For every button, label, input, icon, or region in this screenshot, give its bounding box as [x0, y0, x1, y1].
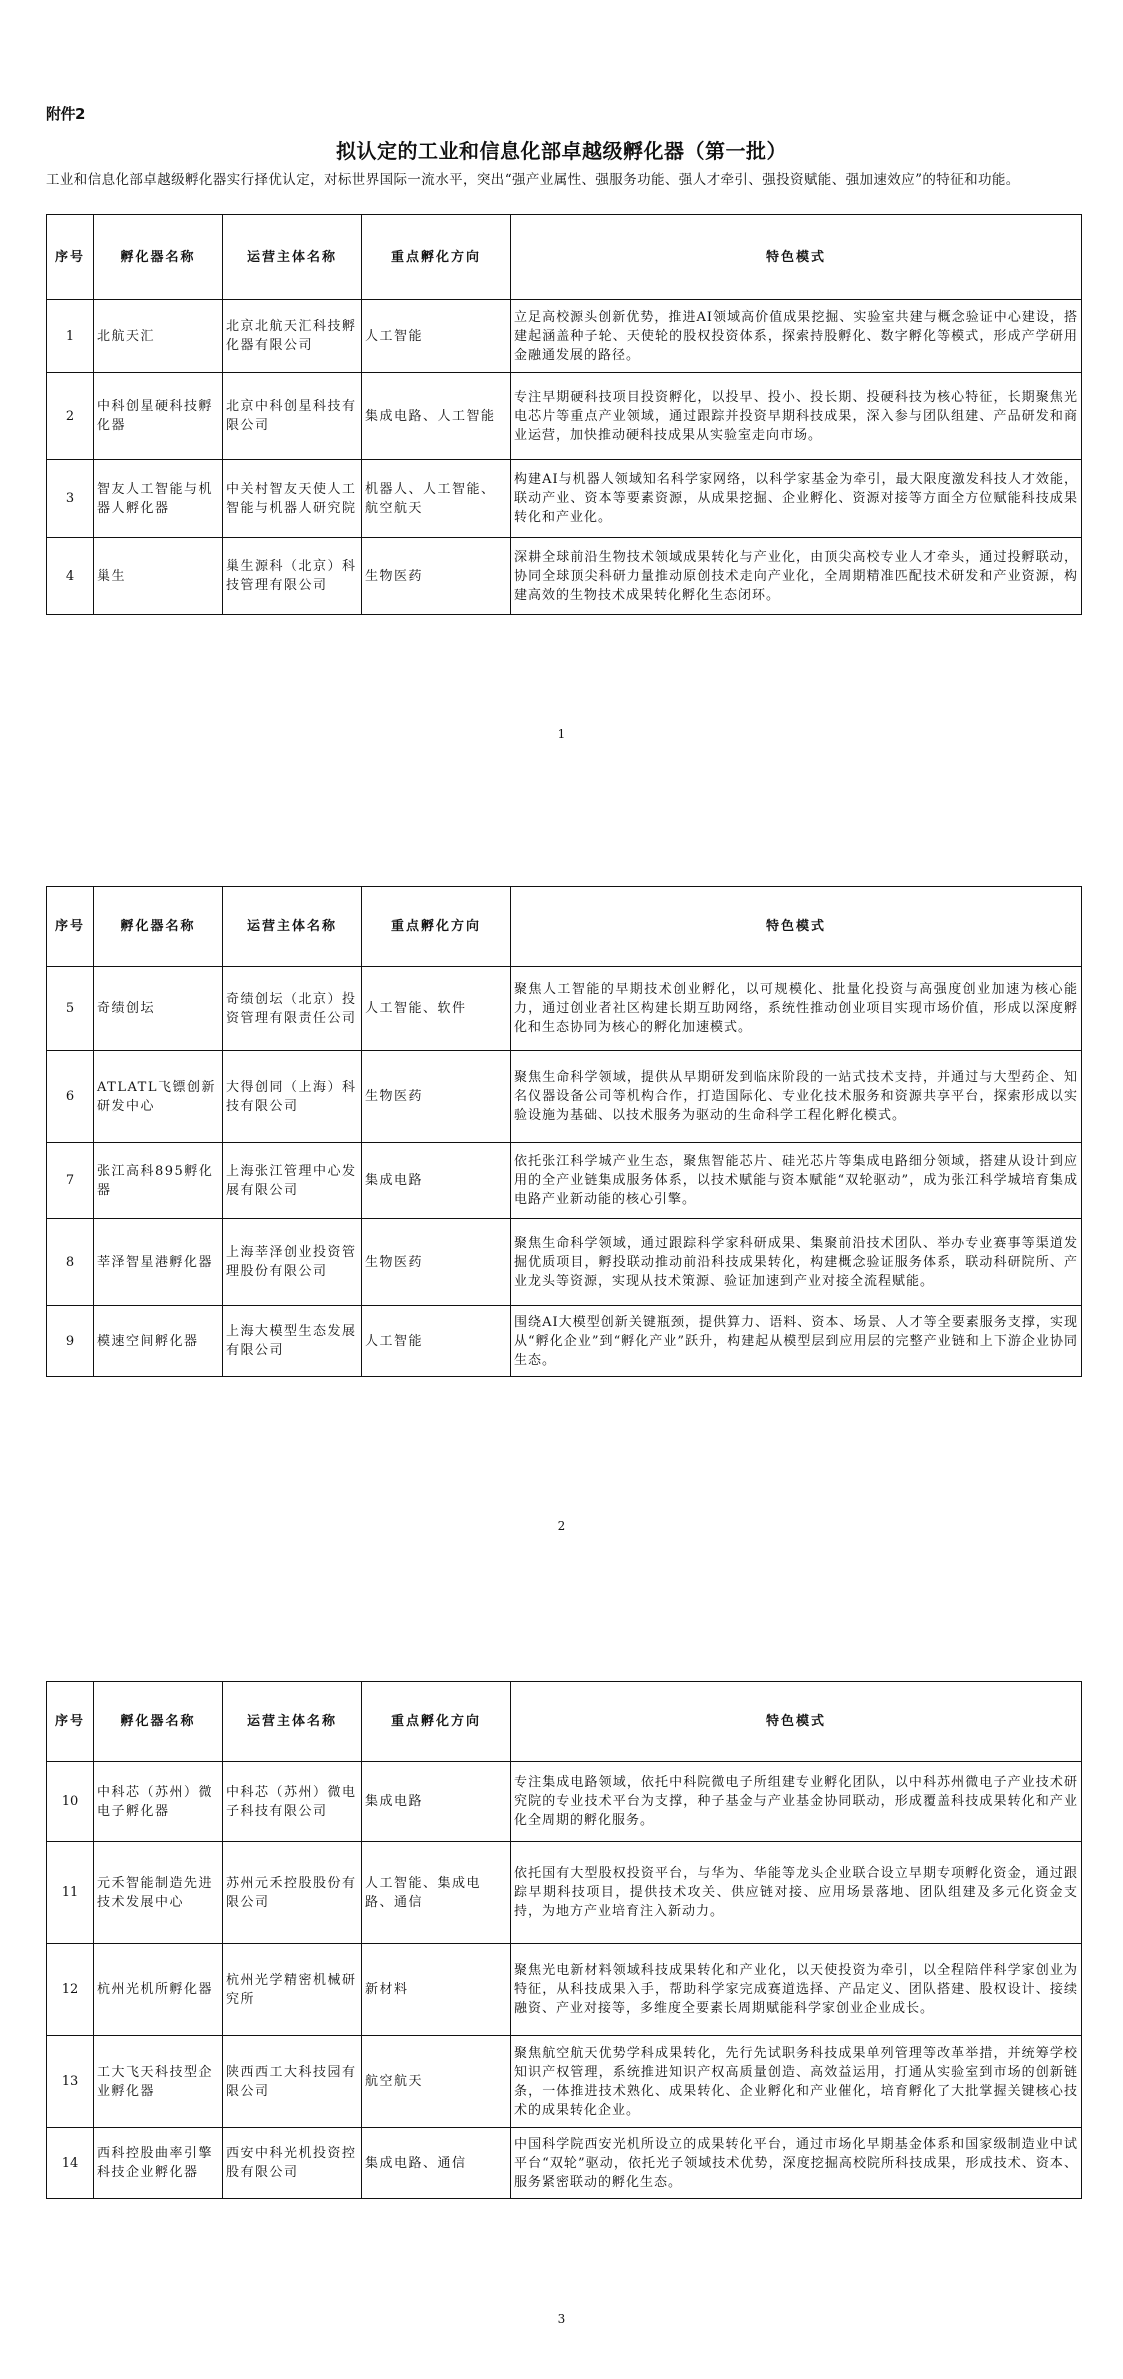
header-feature: 特色模式 — [511, 215, 1082, 300]
table-row — [47, 1944, 1082, 2036]
table-row — [47, 1219, 1082, 1306]
cell-no: 1 — [47, 300, 94, 373]
cell-no: 12 — [47, 1944, 94, 2036]
cell-operator: 中关村智友天使人工智能与机器人研究院 — [223, 460, 362, 538]
table-row — [47, 300, 1082, 373]
header-no: 序号 — [47, 887, 94, 967]
cell-name: 中科创星硬科技孵化器 — [94, 373, 223, 460]
cell-no: 10 — [47, 1762, 94, 1842]
cell-direction: 人工智能 — [362, 300, 511, 373]
table-row — [47, 1143, 1082, 1219]
cell-operator: 北京中科创星科技有限公司 — [223, 373, 362, 460]
cell-no: 8 — [47, 1219, 94, 1306]
cell-feature: 构建AI与机器人领域知名科学家网络，以科学家基金为牵引，最大限度激发科技人才效能，联动产业、资本等要素资源，从成果挖掘、企业孵化、资源对接等方面全方位赋能科技成果转化和产业化。 — [511, 460, 1082, 538]
cell-operator: 上海张江管理中心发展有限公司 — [223, 1143, 362, 1219]
cell-feature: 聚焦人工智能的早期技术创业孵化，以可规模化、批量化投资与高强度创业加速为核心能力，通过创业者社区构建长期互助网络，系统性推动创业项目实现市场价值，形成以深度孵化和生态协同为核心的孵化加速模式。 — [511, 967, 1082, 1051]
page-number: 2 — [557, 1519, 566, 1533]
cell-feature: 立足高校源头创新优势，推进AI领域高价值成果挖掘、实验室共建与概念验证中心建设，搭建起涵盖种子轮、天使轮的股权投资体系，探索持股孵化、数字孵化等模式，形成产学研用金融通发展的路径。 — [511, 300, 1082, 373]
header-direction: 重点孵化方向 — [362, 215, 511, 300]
cell-direction: 航空航天 — [362, 2036, 511, 2128]
table-row — [47, 1306, 1082, 1377]
table-row — [47, 460, 1082, 538]
cell-no: 2 — [47, 373, 94, 460]
table-row — [47, 2128, 1082, 2199]
table-header-row — [47, 215, 1082, 300]
header-name: 孵化器名称 — [94, 887, 223, 967]
cell-direction: 生物医药 — [362, 538, 511, 615]
cell-name: 工大飞天科技型企业孵化器 — [94, 2036, 223, 2128]
header-feature: 特色模式 — [511, 887, 1082, 967]
cell-direction: 人工智能、软件 — [362, 967, 511, 1051]
table-row — [47, 538, 1082, 615]
header-direction: 重点孵化方向 — [362, 1682, 511, 1762]
cell-feature: 依托国有大型股权投资平台，与华为、华能等龙头企业联合设立早期专项孵化资金，通过跟踪早期科技项目，提供技术攻关、供应链对接、应用场景落地、团队组建及多元化资金支持，为地方产业培育注入新动力。 — [511, 1842, 1082, 1944]
cell-name: 巢生 — [94, 538, 223, 615]
table-row — [47, 967, 1082, 1051]
table-row — [47, 1051, 1082, 1143]
document-title: 拟认定的工业和信息化部卓越级孵化器（第一批） — [336, 139, 787, 163]
cell-no: 3 — [47, 460, 94, 538]
cell-name: 中科芯（苏州）微电子孵化器 — [94, 1762, 223, 1842]
cell-operator: 上海大模型生态发展有限公司 — [223, 1306, 362, 1377]
cell-operator: 陕西西工大科技园有限公司 — [223, 2036, 362, 2128]
cell-feature: 围绕AI大模型创新关键瓶颈，提供算力、语料、资本、场景、人才等全要素服务支撑，实现从“孵化企业”到“孵化产业”跃升，构建起从模型层到应用层的完整产业链和上下游企业协同生态。 — [511, 1306, 1082, 1377]
cell-no: 7 — [47, 1143, 94, 1219]
cell-direction: 集成电路、人工智能 — [362, 373, 511, 460]
table-row — [47, 2036, 1082, 2128]
cell-no: 13 — [47, 2036, 94, 2128]
cell-feature: 聚焦生命科学领域，通过跟踪科学家科研成果、集聚前沿技术团队、举办专业赛事等渠道发掘优质项目，孵投联动推动前沿科技成果转化，构建概念验证服务体系，联动科研院所、产业龙头等资源，实现从技术策源、验证加速到产业对接全流程赋能。 — [511, 1219, 1082, 1306]
cell-operator: 杭州光学精密机械研究所 — [223, 1944, 362, 2036]
header-name: 孵化器名称 — [94, 1682, 223, 1762]
cell-direction: 机器人、人工智能、航空航天 — [362, 460, 511, 538]
cell-direction: 人工智能 — [362, 1306, 511, 1377]
table-row — [47, 1762, 1082, 1842]
cell-direction: 集成电路 — [362, 1762, 511, 1842]
table-row — [47, 373, 1082, 460]
header-direction: 重点孵化方向 — [362, 887, 511, 967]
table-header-row — [47, 1682, 1082, 1762]
header-feature: 特色模式 — [511, 1682, 1082, 1762]
cell-no: 14 — [47, 2128, 94, 2199]
cell-direction: 生物医药 — [362, 1051, 511, 1143]
cell-feature: 聚焦生命科学领域，提供从早期研发到临床阶段的一站式技术支持，并通过与大型药企、知名仪器设备公司等机构合作，打造国际化、专业化技术服务和资源共享平台，探索形成以实验设施为基础、以技术服务为驱动的生命科学工程化孵化模式。 — [511, 1051, 1082, 1143]
cell-feature: 聚焦航空航天优势学科成果转化，先行先试职务科技成果单列管理等改革举措，并统筹学校知识产权管理，系统推进知识产权高质量创造、高效益运用，打通从实验室到市场的创新链条，一体推进技术熟化、成果转化、企业孵化和产业催化，培育孵化了大批掌握关键核心技术的成果转化企业。 — [511, 2036, 1082, 2128]
cell-feature: 专注集成电路领域，依托中科院微电子所组建专业孵化团队，以中科苏州微电子产业技术研究院的专业技术平台为支撑，种子基金与产业基金协同联动，形成覆盖科技成果转化和产业化全周期的孵化服务。 — [511, 1762, 1082, 1842]
cell-operator: 奇绩创坛（北京）投资管理有限责任公司 — [223, 967, 362, 1051]
cell-name: 张江高科895孵化器 — [94, 1143, 223, 1219]
cell-operator: 巢生源科（北京）科技管理有限公司 — [223, 538, 362, 615]
incubator-table-page-1 — [46, 214, 1082, 615]
cell-feature: 中国科学院西安光机所设立的成果转化平台，通过市场化早期基金体系和国家级制造业中试平台“双轮”驱动，依托光子领域技术优势，深度挖掘高校院所科技成果，形成技术、资本、服务紧密联动的孵化生态。 — [511, 2128, 1082, 2199]
table-row — [47, 1842, 1082, 1944]
cell-operator: 苏州元禾控股股份有限公司 — [223, 1842, 362, 1944]
cell-feature: 深耕全球前沿生物技术领域成果转化与产业化，由顶尖高校专业人才牵头，通过投孵联动，协同全球顶尖科研力量推动原创技术走向产业化，全周期精准匹配技术研发和产业资源，构建高效的生物技术成果转化孵化生态闭环。 — [511, 538, 1082, 615]
cell-name: 北航天汇 — [94, 300, 223, 373]
cell-feature: 依托张江科学城产业生态，聚焦智能芯片、硅光芯片等集成电路细分领域，搭建从设计到应用的全产业链集成服务体系，以技术赋能与资本赋能“双轮驱动”，成为张江科学城培育集成电路产业新动能的核心引擎。 — [511, 1143, 1082, 1219]
header-no: 序号 — [47, 215, 94, 300]
annex-label: 附件2 — [46, 105, 85, 123]
cell-feature: 聚焦光电新材料领域科技成果转化和产业化，以天使投资为牵引，以全程陪伴科学家创业为特征，从科技成果入手，帮助科学家完成赛道选择、产品定义、团队搭建、股权设计、接续融资、产业对接等，多维度全要素长周期赋能科学家创业企业成长。 — [511, 1944, 1082, 2036]
cell-direction: 集成电路、通信 — [362, 2128, 511, 2199]
cell-name: 莘泽智星港孵化器 — [94, 1219, 223, 1306]
cell-name: 智友人工智能与机器人孵化器 — [94, 460, 223, 538]
incubator-table-page-3 — [46, 1681, 1082, 2199]
cell-name: 模速空间孵化器 — [94, 1306, 223, 1377]
cell-operator: 北京北航天汇科技孵化器有限公司 — [223, 300, 362, 373]
cell-name: 西科控股曲率引擎科技企业孵化器 — [94, 2128, 223, 2199]
cell-no: 6 — [47, 1051, 94, 1143]
cell-name: 元禾智能制造先进技术发展中心 — [94, 1842, 223, 1944]
table-header-row — [47, 887, 1082, 967]
cell-operator: 中科芯（苏州）微电子科技有限公司 — [223, 1762, 362, 1842]
header-operator: 运营主体名称 — [223, 1682, 362, 1762]
cell-direction: 集成电路 — [362, 1143, 511, 1219]
header-operator: 运营主体名称 — [223, 887, 362, 967]
cell-operator: 大得创同（上海）科技有限公司 — [223, 1051, 362, 1143]
header-operator: 运营主体名称 — [223, 215, 362, 300]
header-no: 序号 — [47, 1682, 94, 1762]
header-name: 孵化器名称 — [94, 215, 223, 300]
cell-name: 奇绩创坛 — [94, 967, 223, 1051]
cell-feature: 专注早期硬科技项目投资孵化，以投早、投小、投长期、投硬科技为核心特征，长期聚焦光电芯片等重点产业领域，通过跟踪并投资早期科技成果，深入参与团队组建、产品研发和商业运营，加快推动硬科技成果从实验室走向市场。 — [511, 373, 1082, 460]
cell-direction: 人工智能、集成电路、通信 — [362, 1842, 511, 1944]
cell-name: ATLATL飞镖创新研发中心 — [94, 1051, 223, 1143]
cell-no: 9 — [47, 1306, 94, 1377]
cell-no: 5 — [47, 967, 94, 1051]
cell-operator: 上海莘泽创业投资管理股份有限公司 — [223, 1219, 362, 1306]
page-number: 3 — [557, 2312, 566, 2326]
cell-direction: 生物医药 — [362, 1219, 511, 1306]
cell-operator: 西安中科光机投资控股有限公司 — [223, 2128, 362, 2199]
cell-direction: 新材料 — [362, 1944, 511, 2036]
cell-no: 11 — [47, 1842, 94, 1944]
cell-no: 4 — [47, 538, 94, 615]
intro-paragraph: 工业和信息化部卓越级孵化器实行择优认定，对标世界国际一流水平，突出“强产业属性、强服务功能、强人才牵引、强投资赋能、强加速效应”的特征和功能。 — [46, 172, 1020, 188]
cell-name: 杭州光机所孵化器 — [94, 1944, 223, 2036]
incubator-table-page-2 — [46, 886, 1082, 1377]
page-number: 1 — [557, 727, 566, 741]
